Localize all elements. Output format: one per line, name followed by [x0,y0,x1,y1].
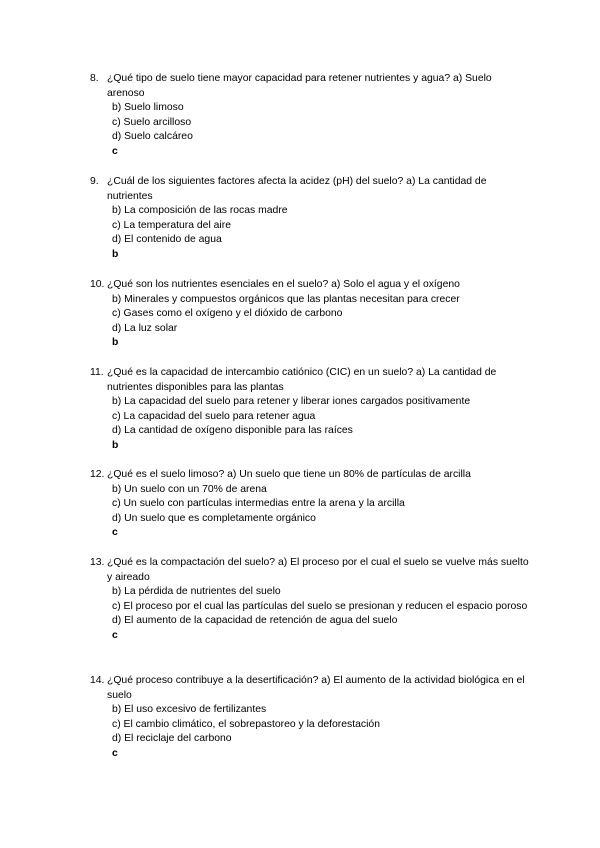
question-text: ¿Qué son los nutrientes esenciales en el suelo? a) Solo el agua y el oxígeno [107,279,460,290]
question-13 [90,556,530,644]
option-c: c) Suelo arcilloso [112,116,192,128]
option-c: c) La capacidad del suelo para retener agua [112,410,316,422]
question-number: 10. [90,279,105,290]
question-number: 12. [90,469,105,480]
question-8 [90,72,530,160]
question-number: 8. [90,73,99,84]
answer-key: b [112,248,119,260]
question-10 [90,278,530,351]
question-number: 9. [90,176,99,187]
question-text: ¿Qué es el suelo limoso? a) Un suelo que tiene un 80% de partículas de arcilla [107,469,471,480]
option-b: b) La capacidad del suelo para retener y liberar iones cargados positivamente [112,396,471,408]
question-14 [90,674,530,762]
question-text: ¿Qué tipo de suelo tiene mayor capacidad para retener nutrientes y agua? a) Suelo arenoso [107,73,492,99]
option-c: c) El proceso por el cual las partículas del suelo se presionan y reducen el espacio poroso [112,600,528,612]
option-d: d) La cantidad de oxígeno disponible para las raíces [112,425,353,437]
option-b: b) La pérdida de nutrientes del suelo [112,586,281,598]
answer-key: c [112,145,118,157]
answer-key: c [112,747,118,759]
question-number: 13. [90,557,105,568]
answer-key: c [112,527,118,539]
option-d: d) Suelo calcáreo [112,131,193,143]
option-d: d) El aumento de la capacidad de retención de agua del suelo [112,615,398,627]
question-11 [90,366,530,454]
option-c: c) La temperatura del aire [112,219,231,231]
option-d: d) Un suelo que es completamente orgánico [112,512,316,524]
option-c: c) El cambio climático, el sobrepastoreo y la deforestación [112,718,380,730]
question-text: ¿Qué proceso contribuye a la desertificación? a) El aumento de la actividad biológica en el suelo [107,675,525,701]
option-d: d) La luz solar [112,322,178,334]
question-text: ¿Qué es la compactación del suelo? a) El proceso por el cual el suelo se vuelve más suelto y aireado [107,557,529,583]
answer-key: b [112,337,119,349]
question-text: ¿Qué es la capacidad de intercambio catiónico (CIC) en un suelo? a) La cantidad de nutrientes disponibles para las plantas [107,367,497,393]
question-number: 11. [90,367,104,378]
question-text: ¿Cuál de los siguientes factores afecta la acidez (pH) del suelo? a) La cantidad de nutrientes [107,176,487,202]
option-b: b) La composición de las rocas madre [112,205,288,217]
option-b: b) Suelo limoso [112,102,184,114]
answer-key: c [112,629,118,641]
option-d: d) El reciclaje del carbono [112,733,232,745]
option-d: d) El contenido de agua [112,234,222,246]
option-c: c) Gases como el oxígeno y el dióxido de carbono [112,308,343,320]
question-9 [90,175,530,263]
option-c: c) Un suelo con partículas intermedias entre la arena y la arcilla [112,498,405,510]
question-12 [90,468,530,541]
option-b: b) El uso excesivo de fertilizantes [112,704,267,716]
question-number: 14. [90,675,105,686]
option-b: b) Minerales y compuestos orgánicos que las plantas necesitan para crecer [112,293,460,305]
option-b: b) Un suelo con un 70% de arena [112,483,267,495]
answer-key: b [112,439,119,451]
